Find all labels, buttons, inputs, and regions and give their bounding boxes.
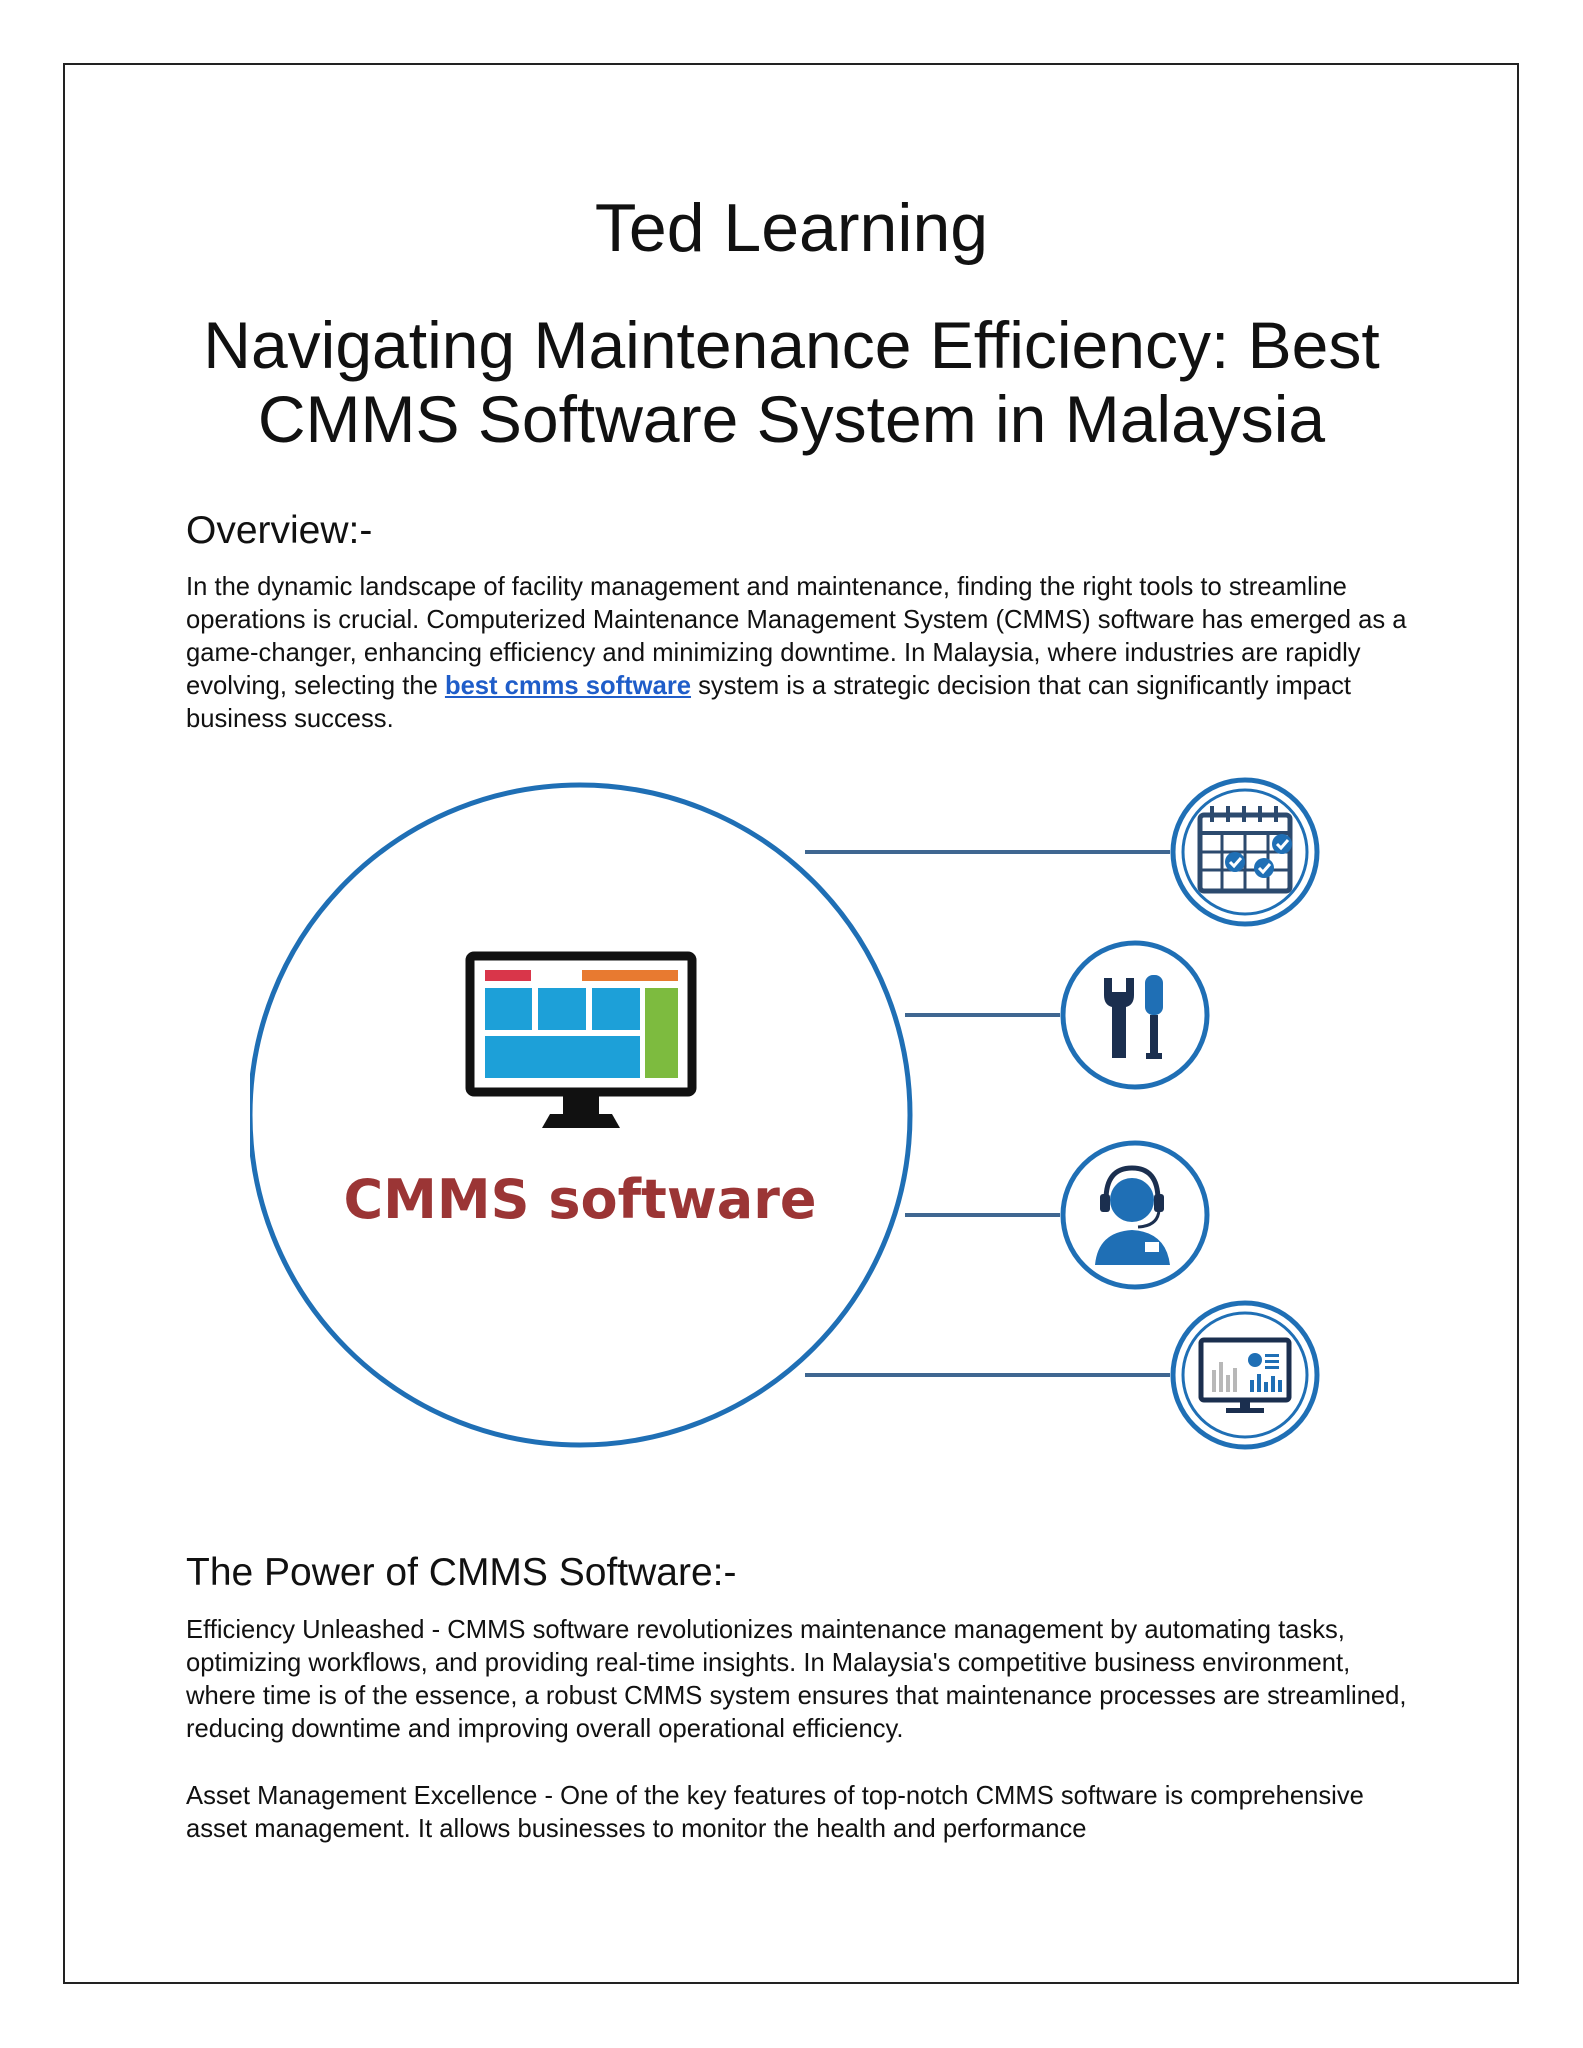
- asset-management-paragraph: Asset Management Excellence - One of the key features of top-notch CMMS software is comprehensive asset management. It allows businesses to monitor the health and performance: [186, 1782, 1364, 1843]
- best-cmms-software-link[interactable]: best cmms software: [444, 672, 692, 700]
- page-title: [150, 308, 1433, 456]
- site-name: Ted Learning: [594, 190, 989, 266]
- overview-heading: Overview:-: [186, 509, 373, 552]
- overview-text-start: In the dynamic landscape of facility management and maintenance, finding the right tools to streamline operations is crucial. Computerized Maintenance Management System (CMMS) software has emerged as a game-changer, enhancing efficiency and minimizing downtime. In Malaysia, where industries are rapidly evolving, selecting the: [186, 573, 1407, 700]
- efficiency-paragraph: Efficiency Unleashed - CMMS software revolutionizes maintenance management by automating tasks, optimizing workflows, and providing real-time insights. In Malaysia's competitive business environment, where time is of the essence, a robust CMMS system ensures that maintenance processes are streamlined, reducing downtime and improving overall operational efficiency.: [186, 1616, 1407, 1743]
- calendar-check-icon: [1173, 780, 1317, 924]
- wrench-screwdriver-icon: [1063, 943, 1207, 1087]
- cmms-illustration: [250, 770, 1340, 1470]
- power-heading: The Power of CMMS Software:-: [186, 1551, 737, 1594]
- support-agent-icon: [1063, 1143, 1207, 1287]
- title-line-2: CMMS Software System in Malaysia: [257, 382, 1326, 456]
- title-line-1: Navigating Maintenance Efficiency: Best: [203, 308, 1380, 382]
- overview-text-end: system is a strategic decision that can significantly impact business success.: [186, 672, 1352, 733]
- cmms-software-label: CMMS software: [343, 1168, 817, 1231]
- analytics-monitor-icon: [1173, 1303, 1317, 1447]
- overview-paragraph: [186, 571, 1416, 736]
